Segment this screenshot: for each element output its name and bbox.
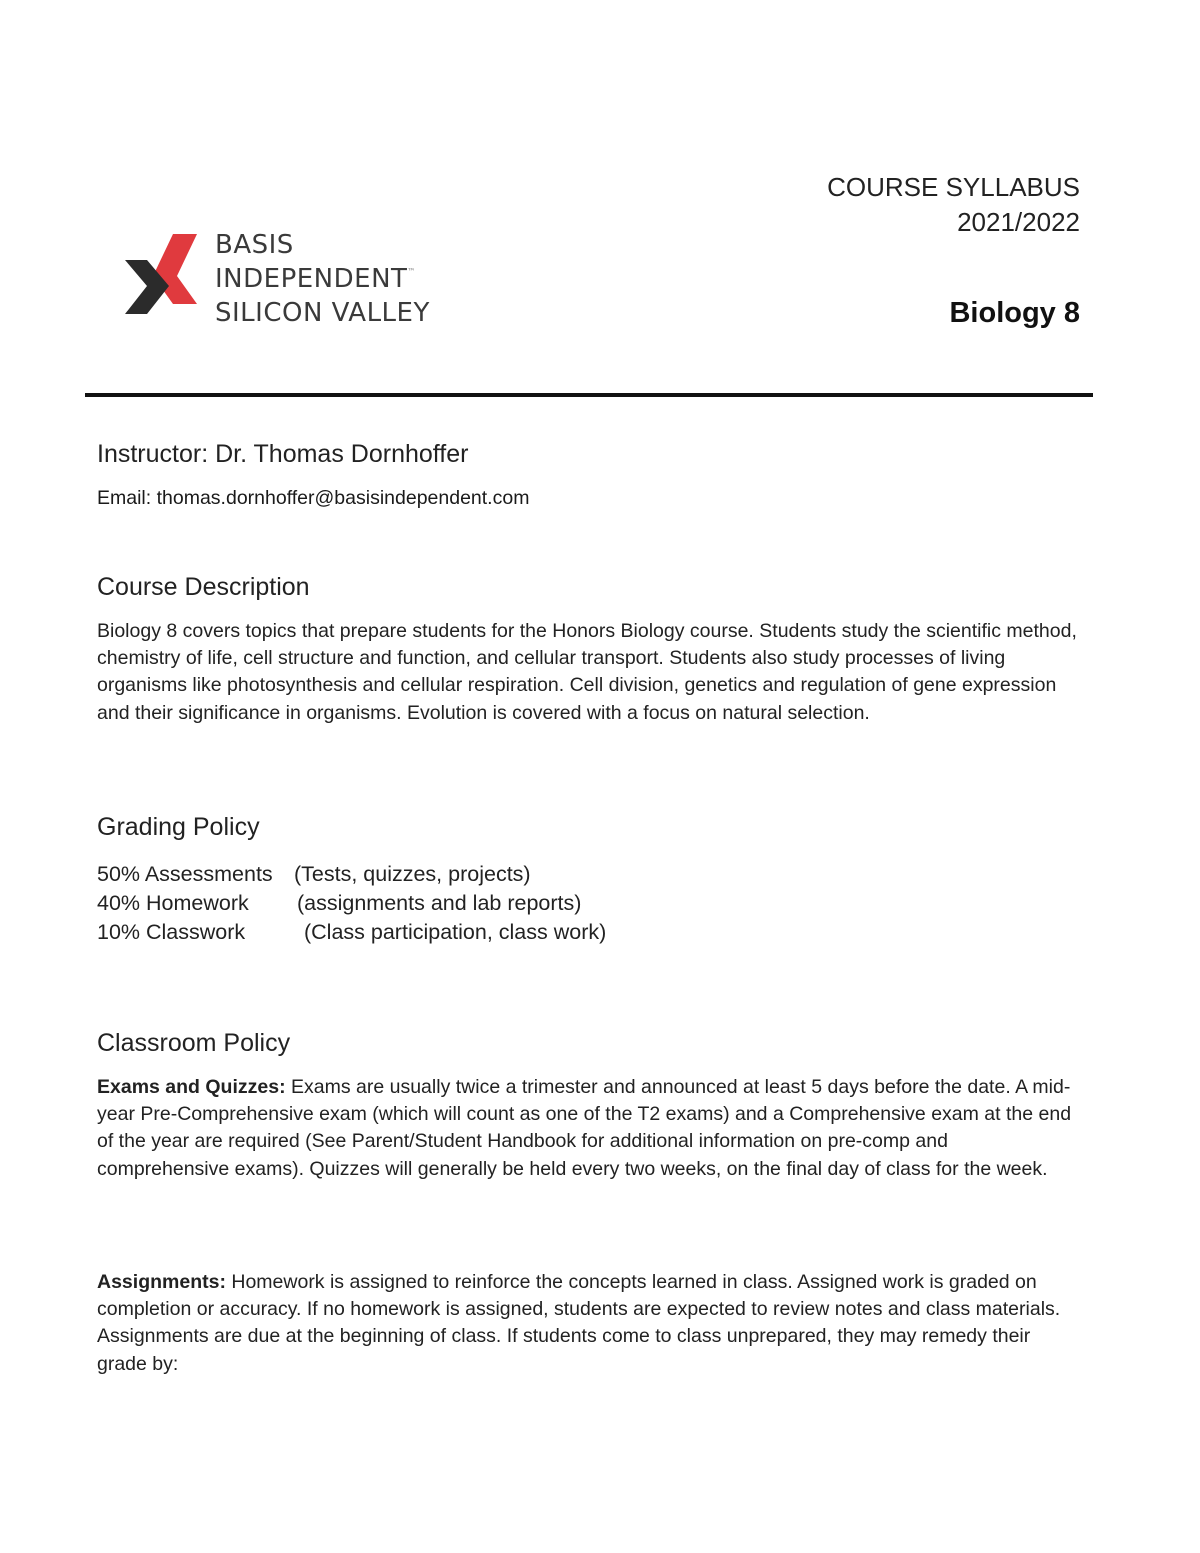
- basis-logo-mark-icon: [125, 234, 201, 318]
- classroom-policy-heading: Classroom Policy: [97, 1029, 291, 1057]
- school-logo: [125, 228, 445, 328]
- instructor-heading: Instructor: Dr. Thomas Dornhoffer: [97, 440, 469, 468]
- grading-weight: 10% Classwork: [97, 920, 246, 944]
- grading-row: [97, 918, 606, 947]
- course-description-heading: Course Description: [97, 573, 310, 601]
- grading-description: (assignments and lab reports): [297, 891, 582, 915]
- logo-wordmark: [215, 228, 430, 330]
- syllabus-header: [827, 170, 1080, 240]
- email-link[interactable]: thomas.dornhoffer@basisindependent.com: [156, 487, 530, 509]
- assignments-label: Assignments:: [97, 1271, 226, 1293]
- exams-policy-paragraph: [97, 1074, 1077, 1183]
- grading-description: (Tests, quizzes, projects): [294, 862, 531, 886]
- grading-weight: 40% Homework: [97, 891, 249, 915]
- assignments-policy-paragraph: [97, 1269, 1077, 1378]
- exams-text: Exams are usually twice a trimester and announced at least 5 days before the date. A mid-year Pre-Comprehensive exam (which will count as one of the T2 exams) and a Comprehensive exam at the end of the year are required (See Parent/Student Handbook for additional information on pre-comp and comprehensive exams). Quizzes will generally be held every two weeks, on the final day of class for the week.: [97, 1076, 1072, 1180]
- course-title: Biology 8: [949, 297, 1080, 329]
- grading-policy-heading: Grading Policy: [97, 813, 260, 841]
- logo-line-2: INDEPENDENT: [215, 264, 408, 294]
- logo-line-3: SILICON VALLEY: [215, 298, 430, 328]
- syllabus-title: COURSE SYLLABUS: [827, 172, 1080, 202]
- trademark-mark: ™: [407, 267, 416, 276]
- email-line: [97, 487, 529, 510]
- header-divider: [85, 393, 1093, 397]
- grading-weight: 50% Assessments: [97, 862, 273, 886]
- course-description-text: Biology 8 covers topics that prepare students for the Honors Biology course. Students study the scientific method, chemistry of life, cell structure and function, and cellular transport. Students also study processes of living organisms like photosynthesis and cellular respiration. Cell division, genetics and regulation of gene expression and their significance in organisms. Evolution is covered with a focus on natural selection.: [97, 620, 1077, 724]
- grading-row: [97, 889, 606, 918]
- assignments-text: Homework is assigned to reinforce the concepts learned in class. Assigned work is graded on completion or accuracy. If no homework is assigned, students are expected to review notes and class materials. Assignments are due at the beginning of class. If students come to class unprepared, they may remedy their grade by:: [97, 1271, 1061, 1375]
- grading-breakdown: [97, 860, 606, 947]
- email-label: Email:: [97, 487, 152, 509]
- logo-line-1: BASIS: [215, 230, 294, 260]
- grading-description: (Class participation, class work): [304, 920, 607, 944]
- exams-label: Exams and Quizzes:: [97, 1076, 286, 1098]
- grading-row: [97, 860, 606, 889]
- school-year: 2021/2022: [957, 207, 1080, 237]
